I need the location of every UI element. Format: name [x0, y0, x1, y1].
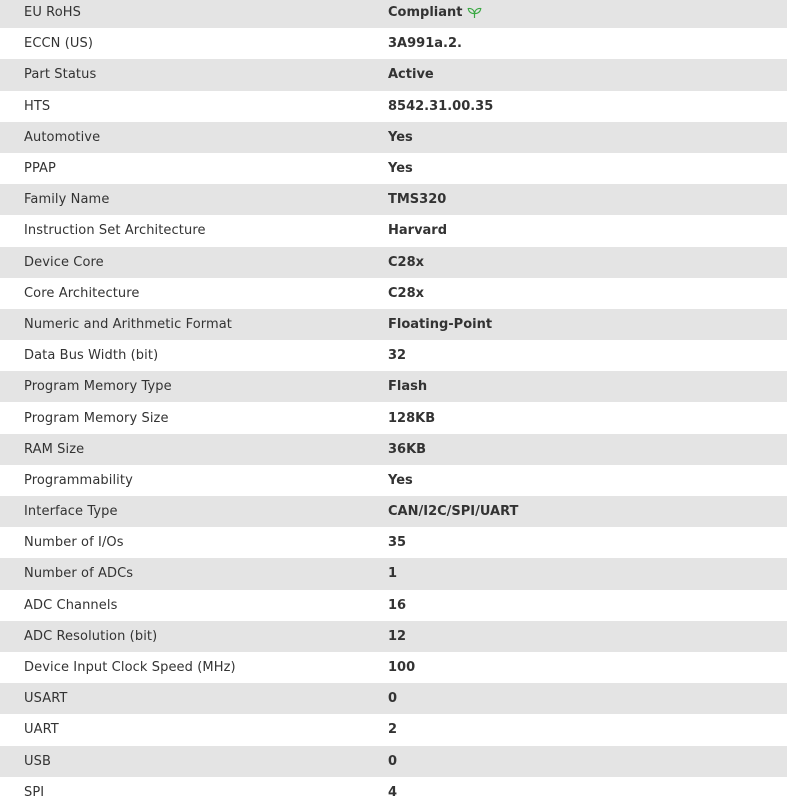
spec-label: Program Memory Size [24, 410, 169, 426]
spec-row-numeric-format [0, 309, 787, 340]
spec-row-interface-type [0, 496, 787, 527]
spec-value: Yes [388, 129, 413, 145]
spec-label: SPI [24, 784, 45, 800]
spec-label: RAM Size [24, 441, 85, 457]
spec-value: 35 [388, 535, 407, 551]
spec-label: Device Core [24, 254, 104, 270]
spec-value: 1 [388, 566, 398, 582]
spec-label: UART [24, 722, 59, 738]
spec-label: Number of ADCs [24, 566, 134, 582]
spec-value: C28x [388, 285, 425, 301]
spec-value: 2 [388, 722, 398, 738]
spec-row-number-of-adcs [0, 558, 787, 589]
spec-label: ADC Resolution (bit) [24, 628, 158, 644]
spec-value: Yes [388, 161, 413, 177]
spec-value: TMS320 [388, 192, 447, 208]
spec-label: Instruction Set Architecture [24, 223, 206, 239]
spec-value: 12 [388, 628, 407, 644]
spec-row-usart [0, 683, 787, 714]
spec-value-group [388, 5, 482, 20]
spec-value: 36KB [388, 441, 427, 457]
spec-label: Interface Type [24, 504, 118, 520]
leaf-icon [467, 7, 482, 19]
spec-label: EU RoHS [24, 5, 81, 21]
spec-label: Part Status [24, 67, 97, 83]
spec-label: HTS [24, 98, 51, 114]
spec-label: USART [24, 691, 68, 707]
spec-row-program-memory-type [0, 371, 787, 402]
spec-row-automotive [0, 122, 787, 153]
spec-value: Compliant [388, 5, 463, 21]
spec-value: Yes [388, 472, 413, 488]
spec-value: 0 [388, 691, 398, 707]
spec-row-programmability [0, 465, 787, 496]
spec-value: 100 [388, 660, 416, 676]
spec-value: C28x [388, 254, 425, 270]
spec-row-spi [0, 777, 787, 808]
spec-row-ppap [0, 153, 787, 184]
spec-label: Data Bus Width (bit) [24, 348, 159, 364]
spec-value: 0 [388, 753, 398, 769]
spec-row-device-core [0, 247, 787, 278]
spec-label: Device Input Clock Speed (MHz) [24, 660, 236, 676]
spec-label: Number of I/Os [24, 535, 124, 551]
spec-label: Numeric and Arithmetic Format [24, 316, 232, 332]
spec-row-number-of-ios [0, 527, 787, 558]
spec-row-eu-rohs [0, 0, 787, 28]
spec-label: Program Memory Type [24, 379, 172, 395]
spec-row-core-architecture [0, 278, 787, 309]
spec-label: PPAP [24, 161, 56, 177]
spec-value: Floating-Point [388, 316, 493, 332]
spec-value: CAN/I2C/SPI/UART [388, 504, 519, 520]
spec-label: Family Name [24, 192, 110, 208]
spec-row-program-memory-size [0, 402, 787, 433]
spec-value: 8542.31.00.35 [388, 98, 494, 114]
spec-row-part-status [0, 59, 787, 90]
spec-label: ECCN (US) [24, 36, 94, 52]
spec-label: Automotive [24, 129, 101, 145]
spec-value: Flash [388, 379, 428, 395]
spec-label: USB [24, 753, 51, 769]
spec-row-usb [0, 746, 787, 777]
spec-label: Programmability [24, 472, 133, 488]
spec-row-ram-size [0, 434, 787, 465]
spec-value: 128KB [388, 410, 436, 426]
spec-label: Core Architecture [24, 285, 140, 301]
spec-row-clock-speed [0, 652, 787, 683]
spec-row-family-name [0, 184, 787, 215]
spec-value: Active [388, 67, 434, 83]
spec-label: ADC Channels [24, 597, 118, 613]
spec-row-uart [0, 714, 787, 745]
spec-row-adc-channels [0, 590, 787, 621]
spec-value: Harvard [388, 223, 448, 239]
spec-value: 32 [388, 348, 407, 364]
spec-row-hts [0, 91, 787, 122]
spec-row-eccn [0, 28, 787, 59]
spec-value: 3A991a.2. [388, 36, 462, 52]
spec-row-adc-resolution [0, 621, 787, 652]
spec-row-data-bus-width [0, 340, 787, 371]
spec-row-instruction-set [0, 215, 787, 246]
spec-value: 16 [388, 597, 407, 613]
spec-value: 4 [388, 784, 398, 800]
